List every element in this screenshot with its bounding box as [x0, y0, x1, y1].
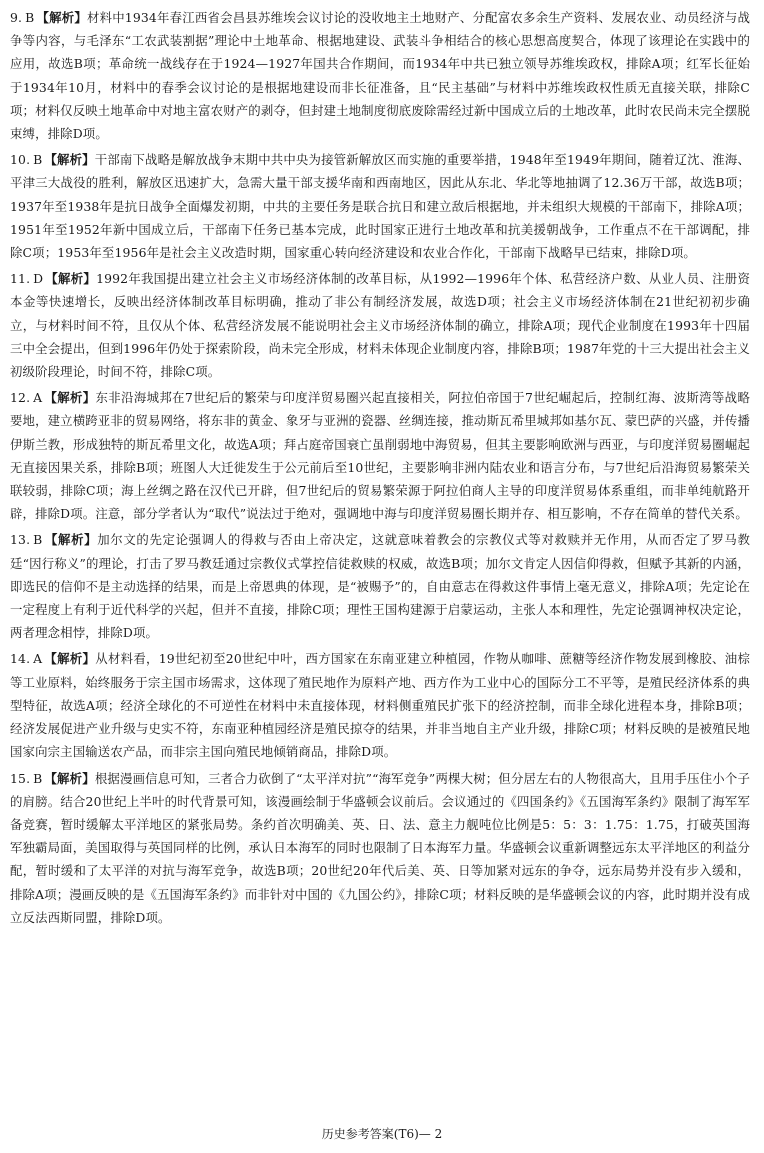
item-text: 材料中1934年春江西省会昌县苏维埃会议讨论的没收地主土地财产、分配富农多余生产资料、发展农业、动员经济与战争等内容，与毛泽东“工农武装割据”理论中土地革命、根据地建设、武装斗争相结合的核心思想高度契合，体现了该理论在实践中的应用，故选B项；革命统一战线存在于1924—1927年国共合作期间，而1934年中共已独立领导苏维埃政权，排除A项；红军长征始于1934年10月，材料中的春季会议讨论的是根据地建设而非长征准备，且“民主基础”与材料中苏维埃政权性质无直接关联，排除C项；材料仅反映土地革命中对地主富农财产的剥夺，但封建土地制度彻底废除需经过新中国成立后的土地改革，此时农民尚未完全摆脱束缚，排除D项。 — [10, 10, 750, 142]
item-number: 13. — [10, 532, 31, 548]
item-number: 11. — [10, 271, 31, 287]
item-text: 根据漫画信息可知，三者合力砍倒了“太平洋对抗”“海军竞争”两棵大树；但分居左右的人物很高大，且用手压住小个子的肩膀。结合20世纪上半叶的时代背景可知，该漫画绘制于华盛顿会议前后。会议通过的《四国条约》《五国海军条约》限制了海军军备竞赛，暂时缓解太平洋地区的紧张局势。条约首次明确美、英、日、法、意主力舰吨位比例是5：5：3：1.75：1.75，打破英国海军独霸局面，美国取得与英国同样的比例，承认日本海军的同时也限制了日本海军力量。华盛顿会议重新调整远东太平洋地区的利益分配，暂时缓和了太平洋的对抗与海军竞争，故选B项；20世纪20年代后美、英、日等加紧对远东的争夺，远东局势并没有步入缓和，排除A项；漫画反映的是《五国海军条约》而非针对中国的《九国公约》，排除C项；材料反映的是华盛顿会议的内容，此时期并没有成立反法西斯同盟，排除D项。 — [10, 770, 751, 925]
analysis-tag: 【解析】 — [44, 532, 98, 548]
item-number: 15. — [10, 770, 31, 786]
item-text: 加尔文的先定论强调人的得救与否由上帝决定，这就意味着教会的宗教仪式等对救赎并无作用，从而否定了罗马教廷“因行称义”的理论，打击了罗马教廷通过宗教仪式掌控信徒救赎的权威，故选B项；加尔文肯定人因信仰得救，但赋予其新的内涵，即选民的信仰不是主动选择的结果，而是上帝恩典的体现，是“被赐予”的，自由意志在得救这件事情上毫无意义，排除A项；先定论在一定程度上有利于近代科学的兴起，但并不直接，排除C项；理性王国构建源于启蒙运动，主张人本和理性，先定论强调神权决定论，两者理念相悖，排除D项。 — [10, 532, 750, 641]
analysis-tag: 【解析】 — [44, 651, 96, 667]
answer-item-10 — [10, 148, 750, 264]
item-text: 东非沿海城邦在7世纪后的繁荣与印度洋贸易圈兴起直接相关，阿拉伯帝国于7世纪崛起后，控制红海、波斯湾等战略要地，建立横跨亚非的贸易网络，将东非的黄金、象牙与亚洲的瓷器、丝绸连接，推动斯瓦希里城邦如基尔瓦、蒙巴萨的兴盛，并传播伊斯兰教，形成独特的斯瓦希里文化，故选A项；拜占庭帝国衰亡虽削弱地中海贸易，但其主要影响欧洲与西亚，与印度洋贸易圈崛起无直接因果关系，排除B项；班图人大迁徙发生于公元前后至10世纪，主要影响非洲内陆农业和语言分布，与7世纪后沿海贸易繁荣关联较弱，排除C项；海上丝绸之路在汉代已开辟，但7世纪后的贸易繁荣源于阿拉伯商人主导的印度洋贸易体系重组，而非单纯航路开辟，排除D项。注意，部分学者认为“取代”说法过于绝对，强调地中海与印度洋贸易圈长期并存、相互影响，不存在简单的替代关系。 — [10, 390, 750, 522]
item-number: 12. — [10, 390, 31, 406]
page-footer: 历史参考答案(T6)— 2 — [321, 1127, 443, 1141]
item-answer: A — [33, 390, 43, 406]
analysis-tag: 【解析】 — [45, 271, 97, 287]
answer-item-15 — [10, 767, 750, 929]
item-number: 10. — [10, 152, 31, 168]
item-text: 从材料看，19世纪初至20世纪中叶，西方国家在东南亚建立种植园，作物从咖啡、蔗糖等经济作物发展到橡胶、油棕等工业原料，始终服务于宗主国市场需求，这体现了殖民地作为原料产地、西方作为工业中心的国际分工不平等，是殖民经济体系的典型特征，故选A项；经济全球化的不可逆性在材料中未直接体现，材料侧重殖民扩张下的经济控制，而非全球化进程本身，排除B项；经济发展促进产业升级与史实不符，东南亚种植园经济是殖民掠夺的结果，并非当地自主产业升级，排除C项；材料反映的是被殖民地国家向宗主国输送农产品，而非宗主国向殖民地倾销商品，排除D项。 — [10, 651, 750, 760]
answer-item-13 — [10, 528, 750, 644]
item-number: 14. — [10, 651, 31, 667]
item-answer: B — [33, 152, 43, 168]
item-answer: A — [33, 651, 43, 667]
item-answer: B — [33, 532, 43, 548]
analysis-tag: 【解析】 — [44, 770, 95, 786]
item-text: 1992年我国提出建立社会主义市场经济体制的改革目标，从1992—1996年个体、私营经济户数、从业人员、注册资本金等快速增长，反映出经济体制改革目标明确，推动了非公有制经济发展，故选D项；社会主义市场经济体制在21世纪初初步确立，与材料时间不符，且仅从个体、私营经济发展不能说明社会主义市场经济体制的确立，排除A项；现代企业制度在1993年十四届三中全会提出，但到1996年仍处于探索阶段，尚未完全形成，材料未体现企业制度内容，排除B项；1987年党的十三大提出社会主义初级阶段理论，时间不符，排除C项。 — [10, 271, 751, 380]
item-number: 9. — [10, 10, 23, 25]
item-answer: B — [33, 770, 43, 786]
answer-item-11 — [10, 267, 750, 383]
analysis-tag: 【解析】 — [44, 390, 96, 406]
item-answer: B — [25, 10, 35, 25]
answer-item-12 — [10, 386, 750, 525]
answer-item-14 — [10, 647, 750, 763]
item-answer: D — [33, 271, 44, 287]
answer-item-9 — [10, 6, 750, 145]
analysis-tag: 【解析】 — [44, 152, 95, 168]
analysis-tag: 【解析】 — [36, 10, 87, 25]
item-text: 干部南下战略是解放战争末期中共中央为接管新解放区而实施的重要举措，1948年至1949年期间，随着辽沈、淮海、平津三大战役的胜利，解放区迅速扩大，急需大量干部支援华南和西南地区，因此从东北、华北等地抽调了12.36万干部，故选B项；1937年至1938年是抗日战争全面爆发初期，中共的主要任务是联合抗日和建立敌后根据地，并未组织大规模的干部南下，排除A项；1951年至1952年新中国成立后，干部南下任务已基本完成，此时国家正进行土地改革和抗美援朝战争，工作重点不在干部调配，排除C项；1953年至1956年是社会主义改造时期，国家重心转向经济建设和农业合作化，干部南下战略早已结束，排除D项。 — [10, 152, 750, 261]
